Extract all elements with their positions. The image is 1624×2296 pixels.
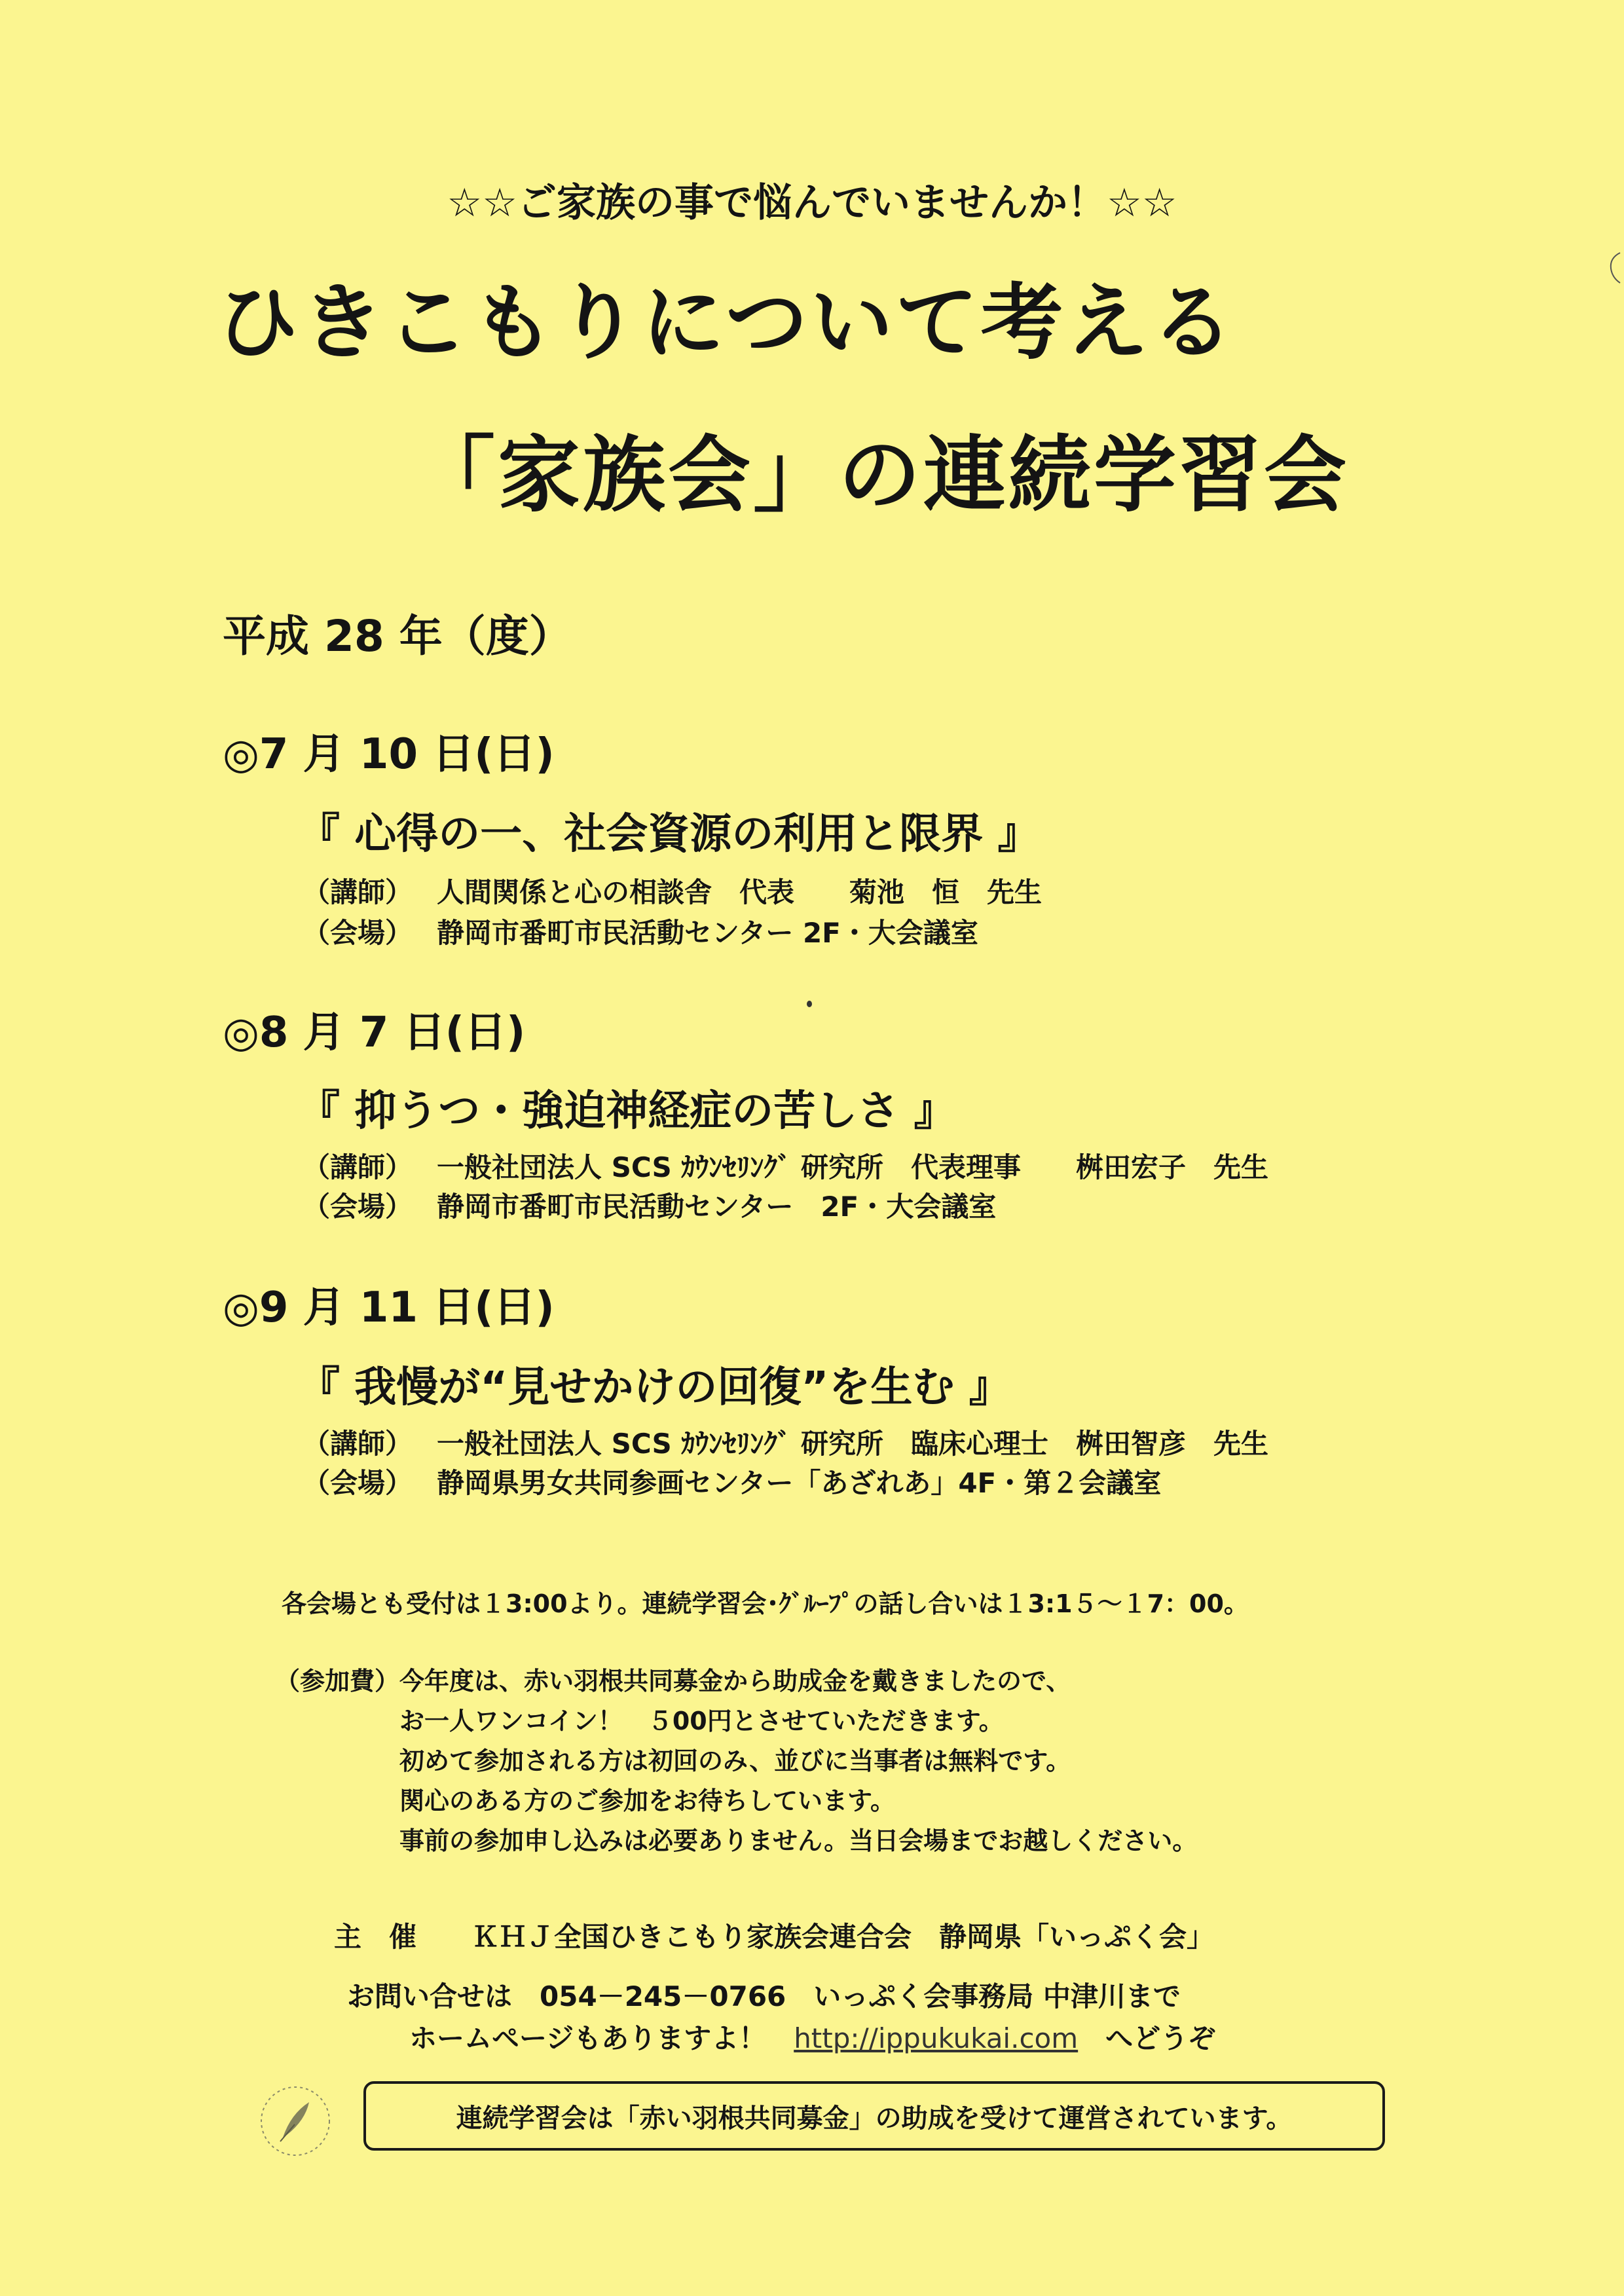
- session-1-date: ◎7 月 10 日(日): [223, 730, 555, 779]
- venue-tag: （会場）: [303, 1467, 413, 1499]
- fee-line-4: 関心のある方のご参加をお待ちしています。: [399, 1787, 895, 1815]
- session-1-lecturer: [303, 871, 1042, 910]
- homepage-suffix: へどうぞ: [1105, 2022, 1216, 2054]
- lecturer-tag: （講師）: [303, 876, 413, 908]
- homepage-line: [409, 2017, 1215, 2056]
- lecturer-text: 一般社団法人 SCS ｶｳﾝｾﾘﾝｸﾞ 研究所 代表理事 桝田宏子 先生: [437, 1151, 1268, 1183]
- title-line-2: 「家族会」の連続学習会: [413, 427, 1349, 523]
- homepage-link[interactable]: http://ippukukai.com: [794, 2022, 1079, 2054]
- venue-tag: （会場）: [303, 1191, 413, 1223]
- stray-dot: [807, 1001, 812, 1007]
- session-2-lecturer: [303, 1146, 1268, 1185]
- session-1-topic: 『 心得の一、社会資源の利用と限界 』: [298, 810, 1040, 859]
- session-1-venue: [303, 912, 978, 951]
- venue-text: 静岡市番町市民活動センター 2F・大会議室: [437, 917, 978, 949]
- session-2-venue: [303, 1185, 996, 1225]
- session-2-topic: 『 抑うつ・強迫神経症の苦しさ 』: [298, 1087, 956, 1136]
- fee-line-1: 今年度は、赤い羽根共同募金から助成金を戴きましたので、: [399, 1667, 1071, 1695]
- inquiry-suffix: いっぷく会事務局 中津川まで: [813, 1980, 1181, 2012]
- session-3-lecturer: [303, 1422, 1268, 1462]
- fiscal-year: 平成 28 年（度）: [223, 611, 572, 661]
- title-line-1: ひきこもりについて考える: [216, 274, 1236, 371]
- fee-line-3: 初めて参加される方は初回のみ、並びに当事者は無料です。: [399, 1747, 1071, 1775]
- session-3-date: ◎9 月 11 日(日): [223, 1284, 555, 1332]
- notice-text: 連続学習会は「赤い羽根共同募金」の助成を受けて運営されています。: [456, 2102, 1293, 2134]
- session-3-venue: [303, 1462, 1161, 1501]
- organizer-label: 主 催: [334, 1921, 417, 1953]
- edge-mark-icon: [1604, 249, 1624, 288]
- lecturer-tag: （講師）: [303, 1428, 413, 1460]
- venue-tag: （会場）: [303, 917, 413, 949]
- subtitle: ☆☆ご家族の事で悩んでいませんか！☆☆: [447, 180, 1177, 226]
- red-feather-emblem-icon: [257, 2083, 334, 2160]
- lecturer-text: 一般社団法人 SCS ｶｳﾝｾﾘﾝｸﾞ 研究所 臨床心理士 桝田智彦 先生: [437, 1428, 1268, 1460]
- reception-note: 各会場とも受付は１3:00より。連続学習会･ｸﾞﾙｰﾌﾟの話し合いは１3:1５～１7：00。: [282, 1589, 1249, 1618]
- venue-text: 静岡市番町市民活動センター 2F・大会議室: [437, 1191, 997, 1223]
- lecturer-tag: （講師）: [303, 1151, 413, 1183]
- inquiry-prefix: お問い合せは: [347, 1980, 513, 2012]
- organizer: [334, 1916, 1214, 1955]
- session-2-date: ◎8 月 7 日(日): [223, 1009, 526, 1057]
- fee-line-2: お一人ワンコイン！ ５00円とさせていただきます。: [399, 1707, 1004, 1735]
- session-3-topic: 『 我慢が“見せかけの回復”を生む 』: [298, 1363, 1011, 1412]
- homepage-prefix: ホームページもありますよ！: [409, 2022, 767, 2054]
- organizer-name: ＫＨＪ全国ひきこもり家族会連合会 静岡県「いっぷく会」: [471, 1921, 1215, 1953]
- fee-label: （参加費）: [275, 1667, 400, 1695]
- lecturer-text: 人間関係と心の相談舎 代表 菊池 恒 先生: [437, 876, 1043, 908]
- venue-text: 静岡県男女共同参画センター「あざれあ」4F・第２会議室: [437, 1467, 1162, 1499]
- inquiry-line: [347, 1975, 1181, 2014]
- fee-line-5: 事前の参加申し込みは必要ありません。当日会場までお越しください。: [399, 1826, 1198, 1855]
- phone-number: 054－245－0766: [540, 1980, 786, 2012]
- notice-box: [363, 2081, 1385, 2151]
